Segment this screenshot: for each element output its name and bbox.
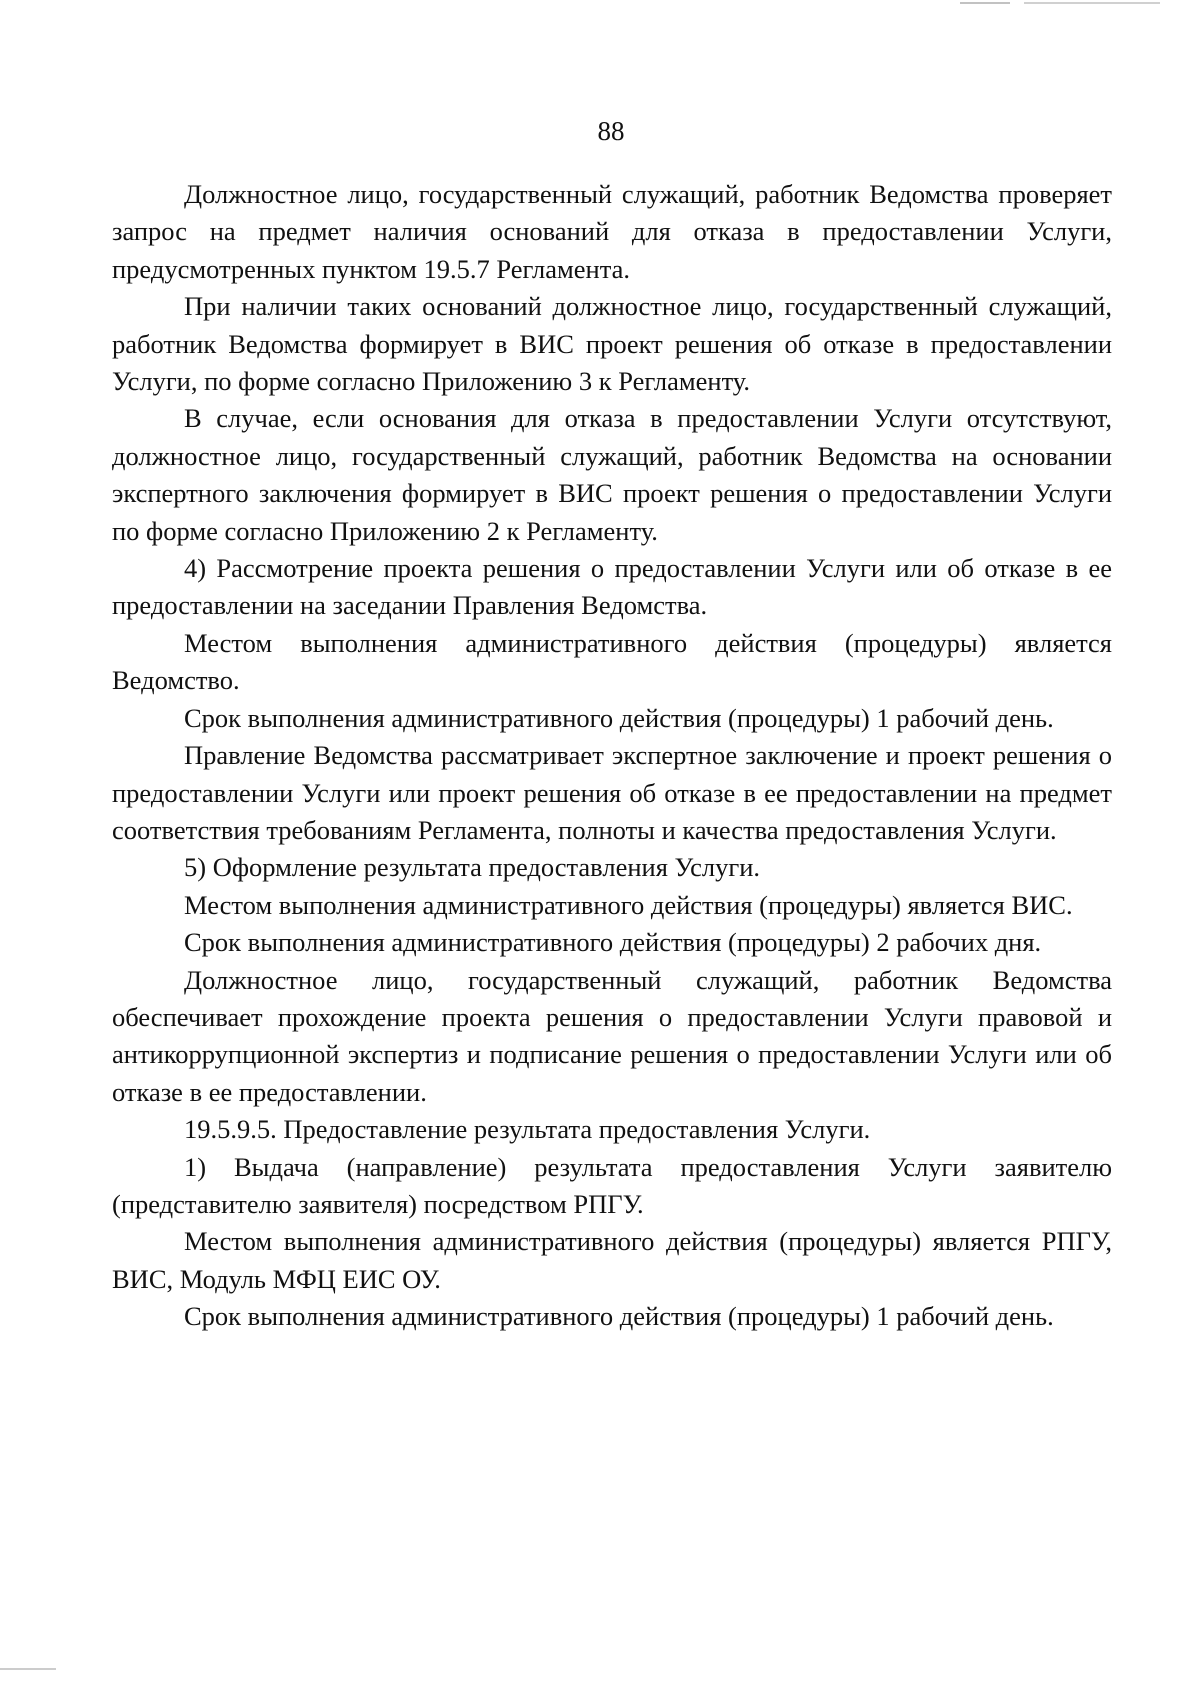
paragraph: Должностное лицо, государственный служащий, работник Ведомства проверяет запрос на предмет наличия оснований для отказа в предоставлении Услуги, предусмотренных пунктом 19.5.7 Регламента. [112,179,1112,284]
paragraph: Должностное лицо, государственный служащий, работник Ведомства обеспечивает прохождение проекта решения о предоставлении Услуги правовой и антикоррупционной экспертиз и подписание решения о предоставлении Услуги или об отказе в ее предоставлении. [112,964,1112,1107]
document-body [112,176,1112,1336]
paragraph: Срок выполнения административного действия (процедуры) 1 рабочий день. [184,702,1054,733]
page-number: 88 [597,116,625,146]
paragraph: 19.5.9.5. Предоставление результата предоставления Услуги. [184,1114,871,1145]
paragraph: При наличии таких оснований должностное лицо, государственный служащий, работник Ведомства формирует в ВИС проект решения об отказе в предоставлении Услуги, по форме согласно Приложению 3 к Регламенту. [112,291,1112,397]
paragraph: Местом выполнения административного действия (процедуры) является ВИС. [184,889,1073,920]
paragraph: 1) Выдача (направление) результата предоставления Услуги заявителю (представителю заявителя) посредством РПГУ. [112,1151,1112,1219]
paragraph: В случае, если основания для отказа в предоставлении Услуги отсутствуют, должностное лицо, государственный служащий, работник Ведомства на основании экспертного заключения формирует в ВИС проект решения о предоставлении Услуги по форме согласно Приложению 2 к Регламенту. [112,403,1112,546]
paragraph: 4) Рассмотрение проекта решения о предоставлении Услуги или об отказе в ее предоставлении на заседании Правления Ведомства. [112,553,1112,621]
paragraph: Местом выполнения административного действия (процедуры) является РПГУ, ВИС, Модуль МФЦ ЕИС ОУ. [112,1226,1112,1294]
paragraph: Срок выполнения административного действия (процедуры) 1 рабочий день. [184,1301,1054,1332]
paragraph: Местом выполнения административного действия (процедуры) является Ведомство. [112,627,1112,696]
scan-artifact-bottom [0,1668,56,1670]
paragraph: Правление Ведомства рассматривает экспертное заключение и проект решения о предоставлении Услуги или проект решения об отказе в ее предоставлении на предмет соответствия требованиям Регламента, полноты и качества предоставления Услуги. [112,740,1112,845]
paragraph: Срок выполнения административного действия (процедуры) 2 рабочих дня. [184,927,1042,958]
scan-artifact-top [960,2,1160,4]
paragraph: 5) Оформление результата предоставления Услуги. [184,852,760,883]
